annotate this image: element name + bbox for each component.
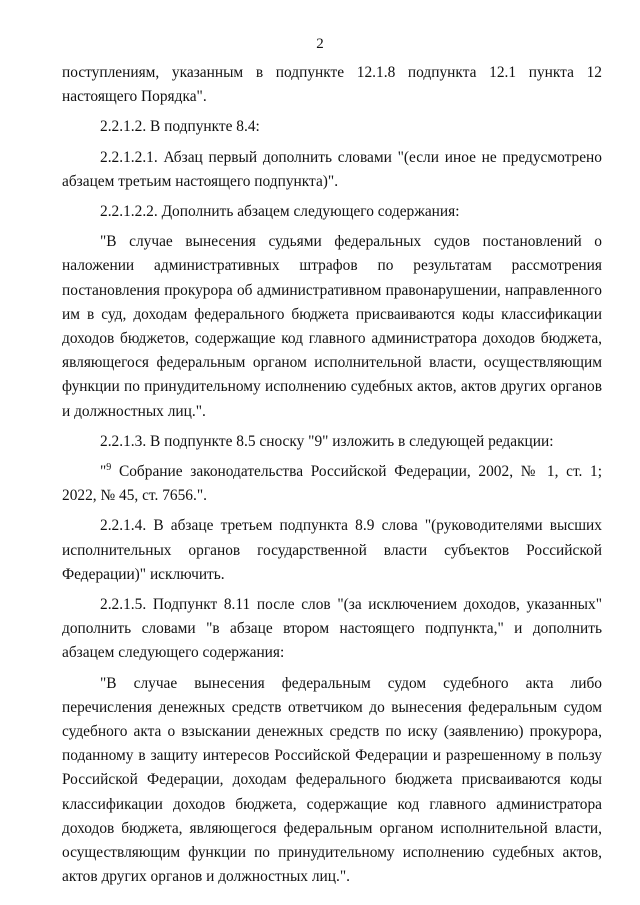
paragraph: 2.2.1.2. В подпункте 8.4: <box>100 118 260 136</box>
paragraph: 2.2.1.2.2. Дополнить абзацем следующего содержания: <box>100 203 460 221</box>
page-number: 2 <box>316 36 324 52</box>
paragraph: поступлениям, указанным в подпунктe 12.1.8 подпункта 12.1 пункта 12 настоящего Порядка". <box>62 64 602 106</box>
footnote-text: Собрание законодательства Российской Федерации, 2002, № 1, ст. 1; 2022, № 45, ст. 7656.". <box>62 463 602 505</box>
quote-mark: " <box>100 463 107 481</box>
footnote-marker: 9 <box>106 462 112 474</box>
paragraph: 2.2.1.5. Подпункт 8.11 после слов "(за исключением доходов, указанных" дополнить словами "в абзаце втором настоящего подпункта," и дополнить абзацем следующего содержания: <box>62 596 602 662</box>
paragraph: 2.2.1.2.1. Абзац первый дополнить словами "(если иное не предусмотрено абзацем третьим настоящего подпункта)". <box>62 148 602 190</box>
paragraph: "В случае вынесения федеральным судом судебного акта либо перечисления денежных средств ответчиком до вынесения федеральным судом судебного акта о взыскании денежных средств по иску (заявлению) прокурора, поданному в защиту интересов Российской Федерации и разрешенному в пользу Российской Федерации, доходам федерального бюджета присваиваются коды классификации доходов бюджета, содержащие код главного администратора доходов бюджета, являющегося федеральным органом исполнительной власти, осуществляющим функции по принудительному исполнению судебных актов, актов других органов и должностных лиц.". <box>62 674 602 886</box>
footnote-paragraph <box>62 460 602 508</box>
paragraph: 2.2.1.3. В подпункте 8.5 сноску "9" изложить в следующей редакции: <box>100 432 554 450</box>
paragraph: "В случае вынесения судьями федеральных судов постановлений о наложении административных штрафов по результатам рассмотрения постановления прокурора об административном правонарушении, направленного им в суд, доходам федерального бюджета присваиваются коды классификации доходов бюджетов, содержащие код главного администратора доходов бюджета, являющегося федеральным органом исполнительной власти, осуществляющим функции по принудительному исполнению судебных актов, актов других органов и должностных лиц.". <box>62 233 602 420</box>
document-body <box>62 61 602 890</box>
paragraph: 2.2.1.4. В абзаце третьем подпункта 8.9 слова "(руководителями высших исполнительных органов государственной власти субъектов Российской Федерации)" исключить. <box>62 517 602 583</box>
